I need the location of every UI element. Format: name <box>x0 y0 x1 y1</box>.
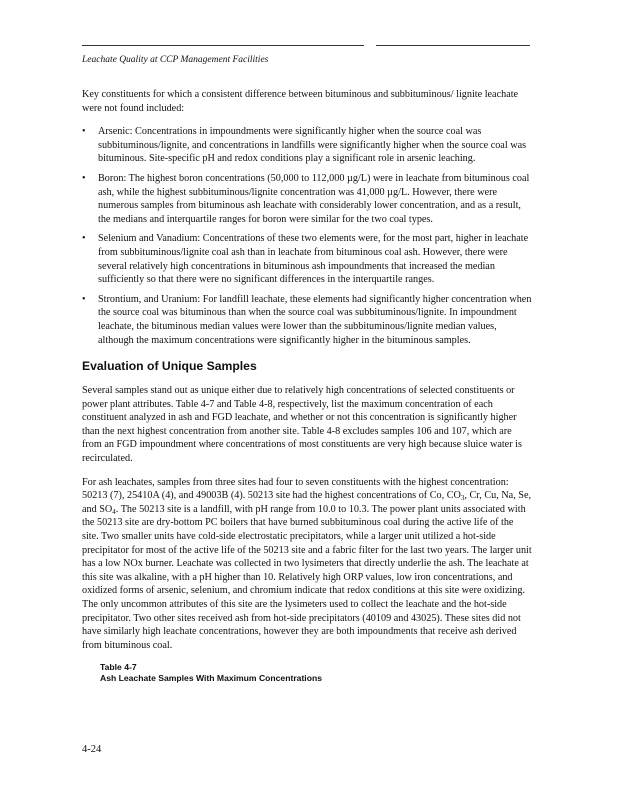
running-head: Leachate Quality at CCP Management Facilities <box>82 55 269 65</box>
bullet-icon: • <box>82 172 86 184</box>
list-item <box>82 293 532 347</box>
header-rule-right <box>376 45 530 46</box>
bullet-icon: • <box>82 126 86 138</box>
list-item <box>82 232 532 286</box>
constituent-list <box>82 125 532 347</box>
list-item-text: Boron: The highest boron concentrations (50,000 to 112,000 µg/L) were in leachate from bituminous coal ash, while the highest subbituminous/lignite concentration was 41,000 µg/L. However, there were numerous samples from bituminous ash leachate with considerably lower concentration, and as a result, the medians and interquartile ranges for boron were similar for the two coal types. <box>98 172 530 225</box>
paragraph-text: , Cr, Cu, Na, Se, and SO <box>82 490 532 515</box>
paragraph-text: For ash leachates, samples from three sites had four to seven constituents with the highest concentration: 50213 (7), 25410A (4), and 49003B (4). 50213 site had the highest concentrations of Co, CO <box>82 476 509 502</box>
header-rule-left <box>82 45 364 46</box>
section-paragraph-2 <box>82 476 532 653</box>
section-heading: Evaluation of Unique Samples <box>82 359 257 374</box>
page-body <box>82 88 532 684</box>
list-item <box>82 172 532 226</box>
bullet-icon: • <box>82 293 86 305</box>
list-item-text: Selenium and Vanadium: Concentrations of these two elements were, for the most part, higher in leachate from subbituminous/lignite coal ash than in leachate from bituminous coal ash. However, there were several relatively high concentrations in bituminous ash impoundments that increased the median sufficiently so that there were no significant differences in the interquartile ranges. <box>98 233 529 286</box>
subscript: 3 <box>460 494 465 503</box>
list-item <box>82 125 532 166</box>
list-item-text: Arsenic: Concentrations in impoundments were significantly higher when the source coal was subbituminous/lignite, and concentrations in landfills were significantly higher when the source coal was bituminous. Site-specific pH and redox conditions play a significant role in arsenic leaching. <box>98 126 527 165</box>
page-number: 4-24 <box>82 744 102 755</box>
table-title: Ash Leachate Samples With Maximum Concentrations <box>100 673 322 684</box>
intro-paragraph: Key constituents for which a consistent difference between bituminous and subbituminous/ lignite leachate were not found included: <box>82 89 519 114</box>
section-paragraph-1: Several samples stand out as unique either due to relatively high concentrations of selected constituents or power plant attributes. Table 4-7 and Table 4-8, respectively, list the maximum concentration of each constituent analyzed in ash and FGD leachate, and whether or not this concentration is significantly higher than the next highest concentration from another site. Table 4-8 excludes samples 106 and 107, which are from an FGD impoundment where concentrations of most constituents are very high because sluice water is recirculated. <box>82 385 522 465</box>
table-caption <box>100 662 532 684</box>
bullet-icon: • <box>82 233 86 245</box>
table-number: Table 4-7 <box>100 662 137 673</box>
list-item-text: Strontium, and Uranium: For landfill leachate, these elements had significantly higher concentration when the source coal was bituminous than when the source coal was subbituminous/lignite. In impoundment leachate, the bituminous median values were lower than the subbituminous/lignite median values, although the maximum concentrations were significantly higher in the bituminous samples. <box>98 293 532 346</box>
subscript: 4 <box>112 507 116 516</box>
paragraph-text: . The 50213 site is a landfill, with pH range from 10.0 to 10.3. The power plant units associated with the 50213 site are dry-bottom PC boilers that have burned subbituminous coal during the active life of the site. Two smaller units have cold-side electrostatic precipitators, while a larger unit utilized a hot-side precipitator for most of the active life of the 50213 site and a fabric filter for the last two years. The larger unit has a low NOx burner. Leachate was collected in two lysimeters that directly underlie the ash. The leachate at this site was alkaline, with a pH higher than 10. Relatively high ORP values, low iron concentrations, and oxidized forms of arsenic, selenium, and chromium indicate that redox conditions at this site were oxidizing. The only uncommon attributes of this site are the lysimeters used to collect the leachate and the hot-side precipitator. Two other sites received ash from hot-side precipitators (40109 and 43025). These sites did not have similarly high leachate concentrations, however they are both impoundments that receive ash derived from bituminous coal. <box>82 503 532 651</box>
